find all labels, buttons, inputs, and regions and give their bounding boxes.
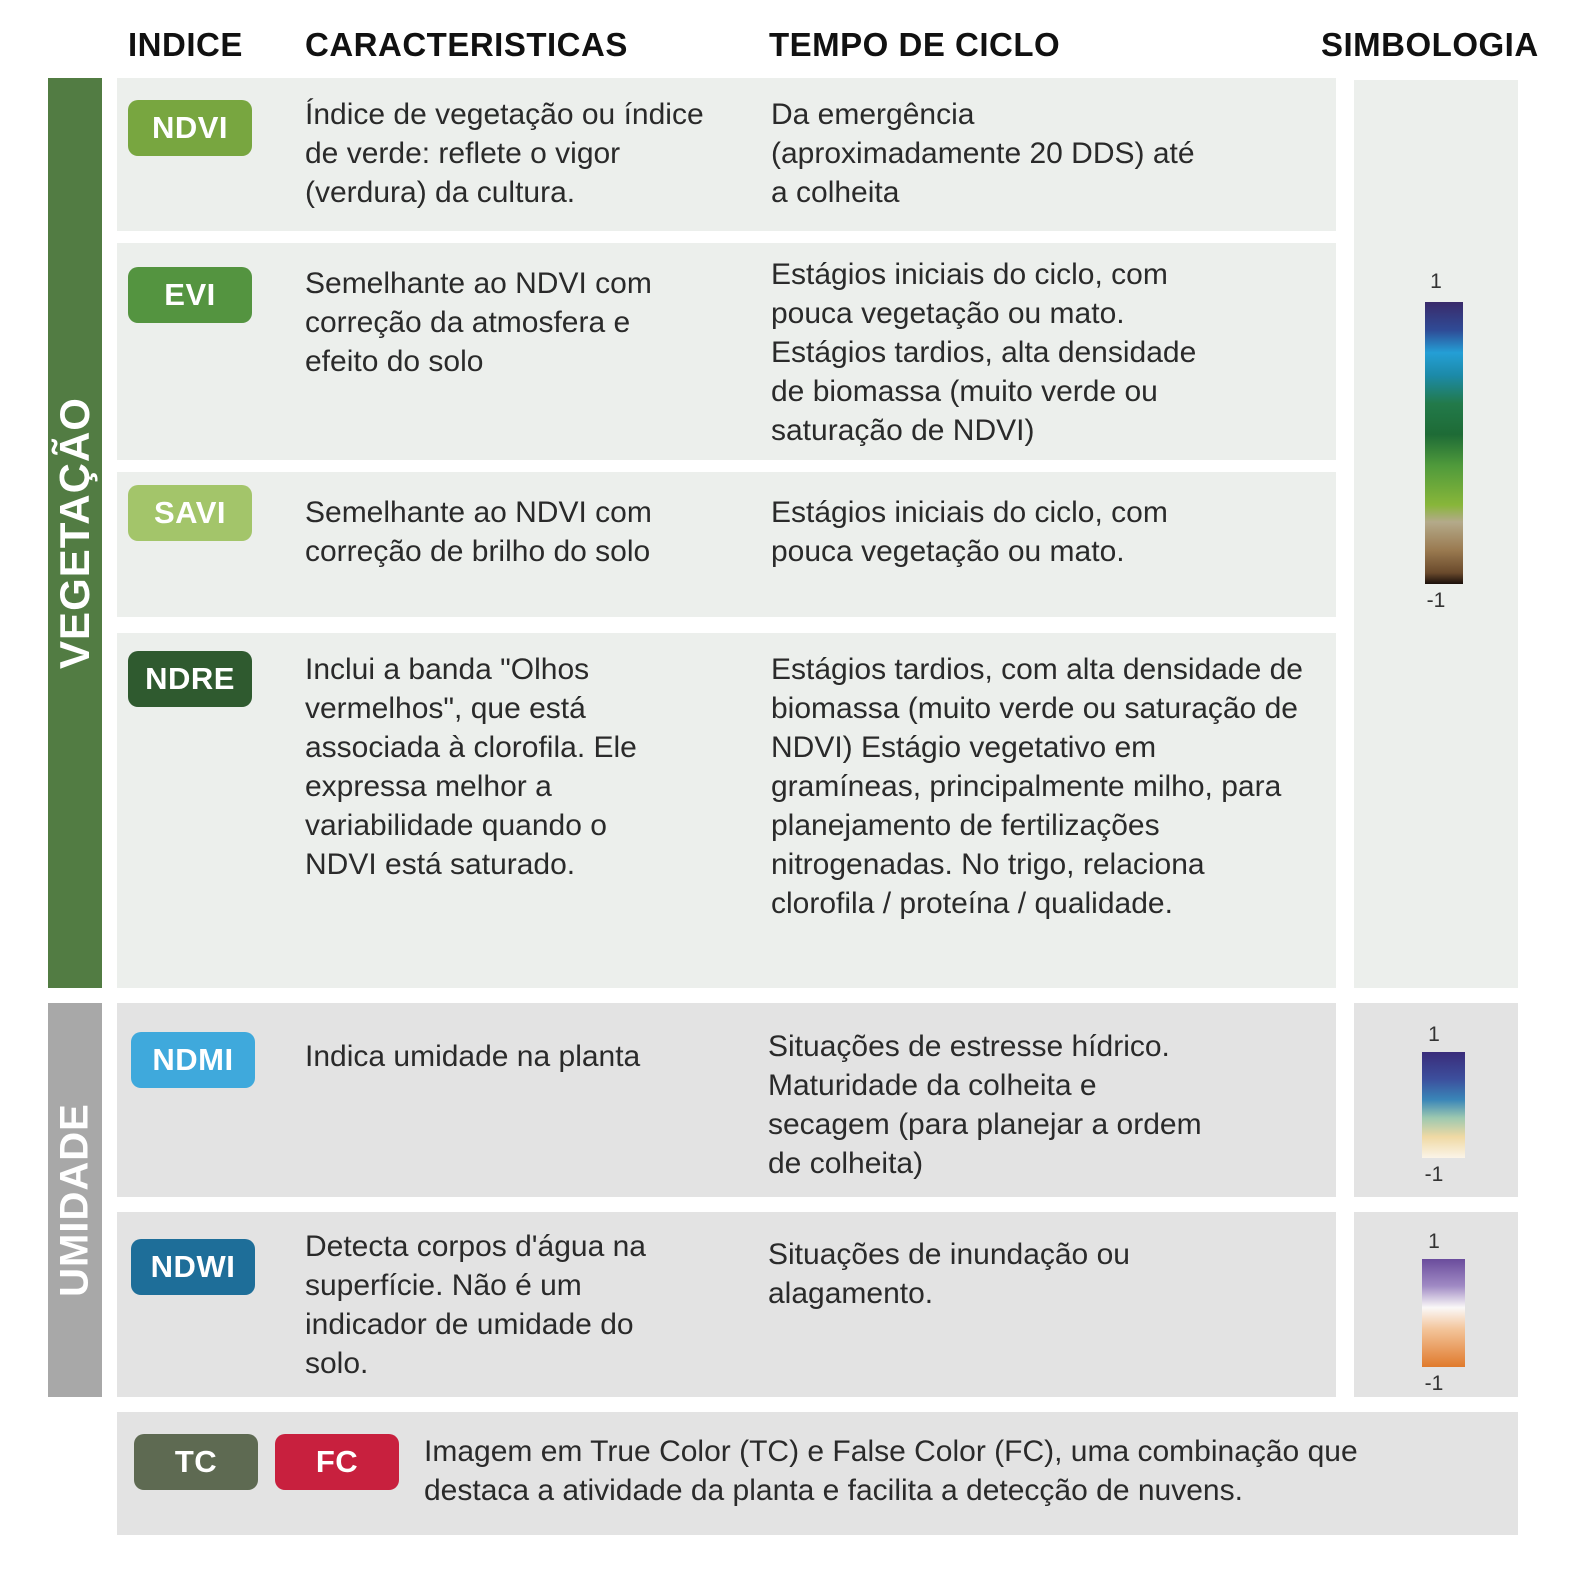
table-row-ndvi (117, 78, 1336, 231)
badge-ndmi: NDMI (131, 1032, 255, 1088)
header-indice: INDICE (128, 26, 243, 63)
tempo-ndwi: Situações de inundação ou alagamento. (768, 1238, 1130, 1310)
badge-savi: SAVI (128, 485, 252, 541)
scale-min-vegetacao: -1 (1426, 589, 1446, 612)
group-label-umidade: UMIDADE (52, 1103, 97, 1297)
scale-min-ndwi: -1 (1424, 1372, 1444, 1395)
table-row-savi (117, 472, 1336, 617)
table-row-ndwi (117, 1212, 1336, 1397)
symbology-ndwi (1354, 1212, 1518, 1397)
scale-max-vegetacao: 1 (1430, 270, 1442, 293)
caracteristicas-ndwi: Detecta corpos d'água na superfície. Não é um indicador de umidade do solo. (305, 1230, 646, 1380)
badge-ndvi: NDVI (128, 100, 252, 156)
badge-tc: TC (134, 1434, 258, 1490)
group-band-vegetacao (48, 78, 102, 988)
badge-fc: FC (275, 1434, 399, 1490)
caracteristicas-evi: Semelhante ao NDVI com correção da atmosfera e efeito do solo (305, 267, 652, 378)
color-scale-ndwi (1422, 1259, 1465, 1367)
header-tempo-de-ciclo: TEMPO DE CICLO (769, 26, 1061, 63)
symbology-ndmi (1354, 1003, 1518, 1197)
caracteristicas-savi: Semelhante ao NDVI com correção de brilho do solo (305, 496, 652, 568)
scale-min-ndmi: -1 (1424, 1163, 1444, 1186)
tempo-ndmi: Situações de estresse hídrico. Maturidade da colheita e secagem (para planejar a ordem de colheita) (768, 1030, 1202, 1180)
badge-ndwi: NDWI (131, 1239, 255, 1295)
scale-max-ndmi: 1 (1428, 1023, 1440, 1046)
tempo-savi: Estágios iniciais do ciclo, com pouca vegetação ou mato. (771, 496, 1168, 568)
table-row-evi (117, 243, 1336, 460)
scale-max-ndwi: 1 (1428, 1230, 1440, 1253)
tempo-ndvi: Da emergência (aproximadamente 20 DDS) até a colheita (771, 98, 1195, 209)
tc-fc-row (117, 1412, 1518, 1535)
badge-evi: EVI (128, 267, 252, 323)
tempo-evi: Estágios iniciais do ciclo, com pouca vegetação ou mato. Estágios tardios, alta densidade de biomassa (muito verde ou saturação de NDVI) (771, 258, 1197, 447)
symbology-vegetacao (1354, 80, 1518, 988)
tempo-ndre: Estágios tardios, com alta densidade de biomassa (muito verde ou saturação de NDVI) Estágio vegetativo em gramíneas, principalmente milho, para planejamento de fertilizações nitrogenadas. No trigo, relaciona clorofila / proteína / qualidade. (771, 653, 1303, 920)
caracteristicas-ndmi: Indica umidade na planta (305, 1040, 641, 1073)
table-row-ndmi (117, 1003, 1336, 1197)
group-band-umidade (48, 1003, 102, 1397)
caracteristicas-ndre: Inclui a banda "Olhos vermelhos", que está associada à clorofila. Ele expressa melhor a variabilidade quando o NDVI está saturado. (305, 653, 637, 881)
tc-fc-description: Imagem em True Color (TC) e False Color (FC), uma combinação que destaca a atividade da planta e facilita a detecção de nuvens. (424, 1435, 1358, 1507)
table-row-ndre (117, 633, 1336, 988)
group-label-vegetacao: VEGETAÇÃO (51, 397, 98, 669)
header-simbologia: SIMBOLOGIA (1321, 26, 1539, 63)
caracteristicas-ndvi: Índice de vegetação ou índice de verde: reflete o vigor (verdura) da cultura. (305, 98, 704, 209)
badge-ndre: NDRE (128, 651, 252, 707)
color-scale-vegetacao (1425, 302, 1463, 584)
header-caracteristicas: CARACTERISTICAS (305, 26, 628, 63)
color-scale-ndmi (1422, 1052, 1465, 1158)
